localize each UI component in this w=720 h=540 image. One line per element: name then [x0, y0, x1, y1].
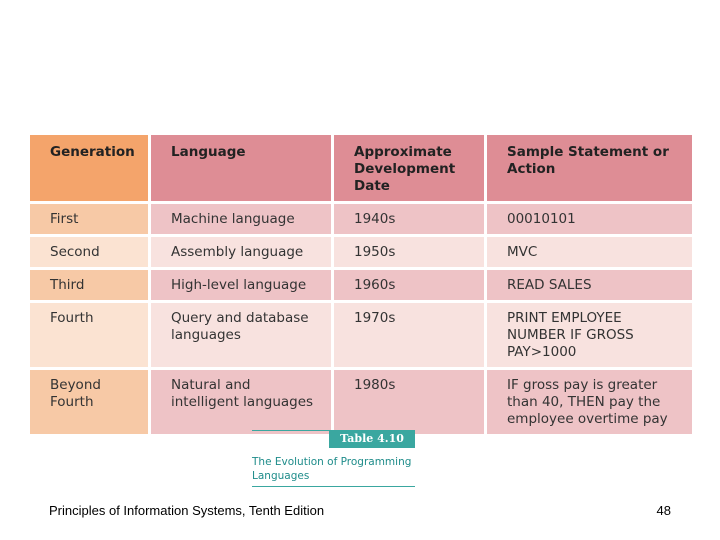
- caption-table-number: Table 4.10: [329, 430, 415, 448]
- cell-date: 1980s: [334, 370, 484, 434]
- cell-language: High-level language: [151, 270, 331, 300]
- cell-date: 1960s: [334, 270, 484, 300]
- cell-language: Machine language: [151, 204, 331, 234]
- footer-page-number: 48: [656, 503, 671, 518]
- footer-book-title: Principles of Information Systems, Tenth Edition: [49, 503, 325, 518]
- header-development-date: Approximate Development Date: [334, 135, 484, 201]
- caption-bottom-rule: [252, 486, 415, 487]
- cell-sample: PRINT EMPLOYEE NUMBER IF GROSS PAY>1000: [487, 303, 692, 367]
- cell-language: Assembly language: [151, 237, 331, 267]
- cell-language: Natural and intelligent languages: [151, 370, 331, 434]
- table-header-row: [30, 135, 692, 201]
- caption-top-rule: [252, 430, 329, 431]
- table-row: [30, 370, 692, 434]
- cell-language: Query and database languages: [151, 303, 331, 367]
- languages-table: [27, 132, 695, 437]
- table-row: [30, 204, 692, 234]
- caption-title: The Evolution of Programming Languages: [252, 456, 412, 482]
- cell-date: 1970s: [334, 303, 484, 367]
- table-row: [30, 237, 692, 267]
- cell-sample: READ SALES: [487, 270, 692, 300]
- cell-generation: Fourth: [30, 303, 148, 367]
- cell-sample: 00010101: [487, 204, 692, 234]
- header-sample-statement: Sample Statement or Action: [487, 135, 692, 201]
- header-generation: Generation: [30, 135, 148, 201]
- cell-sample: MVC: [487, 237, 692, 267]
- header-language: Language: [151, 135, 331, 201]
- languages-table-container: [30, 135, 692, 434]
- cell-generation: First: [30, 204, 148, 234]
- table-row: [30, 303, 692, 367]
- cell-date: 1940s: [334, 204, 484, 234]
- cell-generation: Second: [30, 237, 148, 267]
- cell-generation: Third: [30, 270, 148, 300]
- cell-sample: IF gross pay is greater than 40, THEN pay the employee overtime pay: [487, 370, 692, 434]
- cell-generation: Beyond Fourth: [30, 370, 148, 434]
- table-row: [30, 270, 692, 300]
- cell-date: 1950s: [334, 237, 484, 267]
